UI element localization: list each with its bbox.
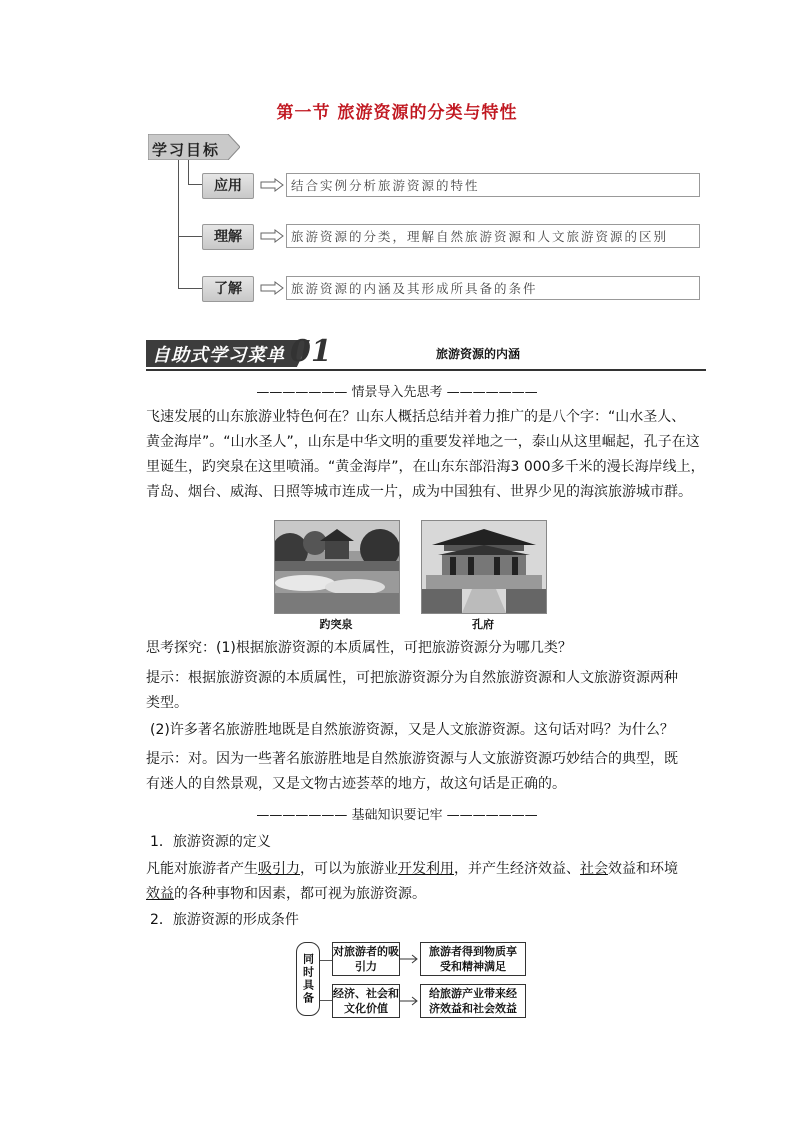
- arrow-right-icon: [260, 229, 284, 243]
- section-heading: ——————— 基础知识要记牢 ———————: [256, 808, 538, 823]
- intro-paragraph: [146, 405, 706, 505]
- page-title: 第一节 旅游资源的分类与特性: [276, 103, 518, 123]
- def-text: 凡能对旅游者产生: [146, 861, 258, 877]
- def-blank: 社会: [580, 861, 608, 877]
- objective-text: 旅游资源的分类，理解自然旅游资源和人文旅游资源的区别: [286, 224, 700, 248]
- def-blank: 效益: [146, 886, 174, 902]
- definition-paragraph: [146, 857, 706, 907]
- def-blank: 吸引力: [258, 861, 300, 877]
- def-blank: 开发利用: [398, 861, 454, 877]
- answer-line: 提示：根据旅游资源的本质属性，可把旅游资源分为自然旅游资源和人文旅游资源两种: [146, 670, 678, 686]
- objective-text: 旅游资源的内涵及其形成所具备的条件: [286, 276, 700, 300]
- diagram-side-label: 同时具备: [296, 942, 320, 1016]
- tree-branch: [188, 184, 202, 185]
- section-heading: ——————— 情景导入先思考 ———————: [256, 385, 538, 400]
- tree-trunk: [178, 160, 179, 288]
- intro-line: 黄金海岸”。“山水圣人”，山东是中华文明的重要发祥地之一，泰山从这里崛起，孔子在这: [146, 434, 700, 450]
- level-know: 了解: [202, 276, 254, 302]
- diagram-box: 旅游者得到物质享受和精神满足: [420, 942, 526, 976]
- def-text: 效益和环境: [608, 861, 678, 877]
- objective-text: 结合实例分析旅游资源的特性: [286, 173, 700, 197]
- banner-number: 01: [290, 334, 332, 369]
- arrow-right-icon: [260, 178, 284, 192]
- item-title: 2．旅游资源的形成条件: [150, 912, 299, 928]
- photo-caption: 孔府: [472, 618, 494, 631]
- answer-line: 提示：对。因为一些著名旅游胜地是自然旅游资源与人文旅游资源巧妙结合的典型，既: [146, 751, 678, 767]
- tree-branch: [188, 160, 189, 184]
- arrow-right-icon: [260, 281, 284, 295]
- diagram-box: 经济、社会和文化价值: [332, 984, 400, 1018]
- diagram-box: 给旅游产业带来经济效益和社会效益: [420, 984, 526, 1018]
- level-apply: 应用: [202, 173, 254, 199]
- diagram-box: 对旅游者的吸引力: [332, 942, 400, 976]
- intro-line: 飞速发展的山东旅游业特色何在？山东人概括总结并着力推广的是八个字：“山水圣人、: [146, 409, 686, 425]
- answer-line: 有迷人的自然景观，又是文物古迹荟萃的地方，故这句话是正确的。: [146, 776, 566, 792]
- question-2: (2)许多著名旅游胜地既是自然旅游资源，又是人文旅游资源。这句话对吗？为什么？: [150, 722, 674, 738]
- level-understand: 理解: [202, 224, 254, 250]
- intro-line: 里诞生，趵突泉在这里喷涌。“黄金海岸”，在山东东部沿海3 000多千米的漫长海岸线上，: [146, 459, 705, 475]
- arrow-right-icon: [400, 952, 420, 966]
- photo-baotu-spring: [274, 520, 400, 614]
- banner-topic: 旅游资源的内涵: [436, 347, 521, 361]
- connector: [320, 960, 332, 961]
- tree-branch: [178, 236, 202, 237]
- connector: [320, 1000, 332, 1001]
- def-text: 的各种事物和因素，都可视为旅游资源。: [174, 886, 426, 902]
- arrow-right-icon: [400, 994, 420, 1008]
- item-title: 1．旅游资源的定义: [150, 834, 271, 850]
- photo-confucius-mansion: [421, 520, 547, 614]
- answer-1: [146, 666, 706, 716]
- answer-line: 类型。: [146, 695, 188, 711]
- question-1: 思考探究：(1)根据旅游资源的本质属性，可把旅游资源分为哪几类？: [146, 640, 572, 656]
- intro-line: 青岛、烟台、威海、日照等城市连成一片，成为中国独有、世界少见的海滨旅游城市群。: [146, 484, 692, 500]
- objectives-header: 学习目标: [152, 141, 221, 159]
- banner-label: 自助式学习菜单: [152, 345, 285, 366]
- tree-branch: [178, 288, 202, 289]
- photo-caption: 趵突泉: [319, 618, 353, 631]
- banner-rule: [146, 369, 706, 371]
- def-text: ，可以为旅游业: [300, 861, 398, 877]
- def-text: ，并产生经济效益、: [454, 861, 580, 877]
- answer-2: [146, 747, 706, 797]
